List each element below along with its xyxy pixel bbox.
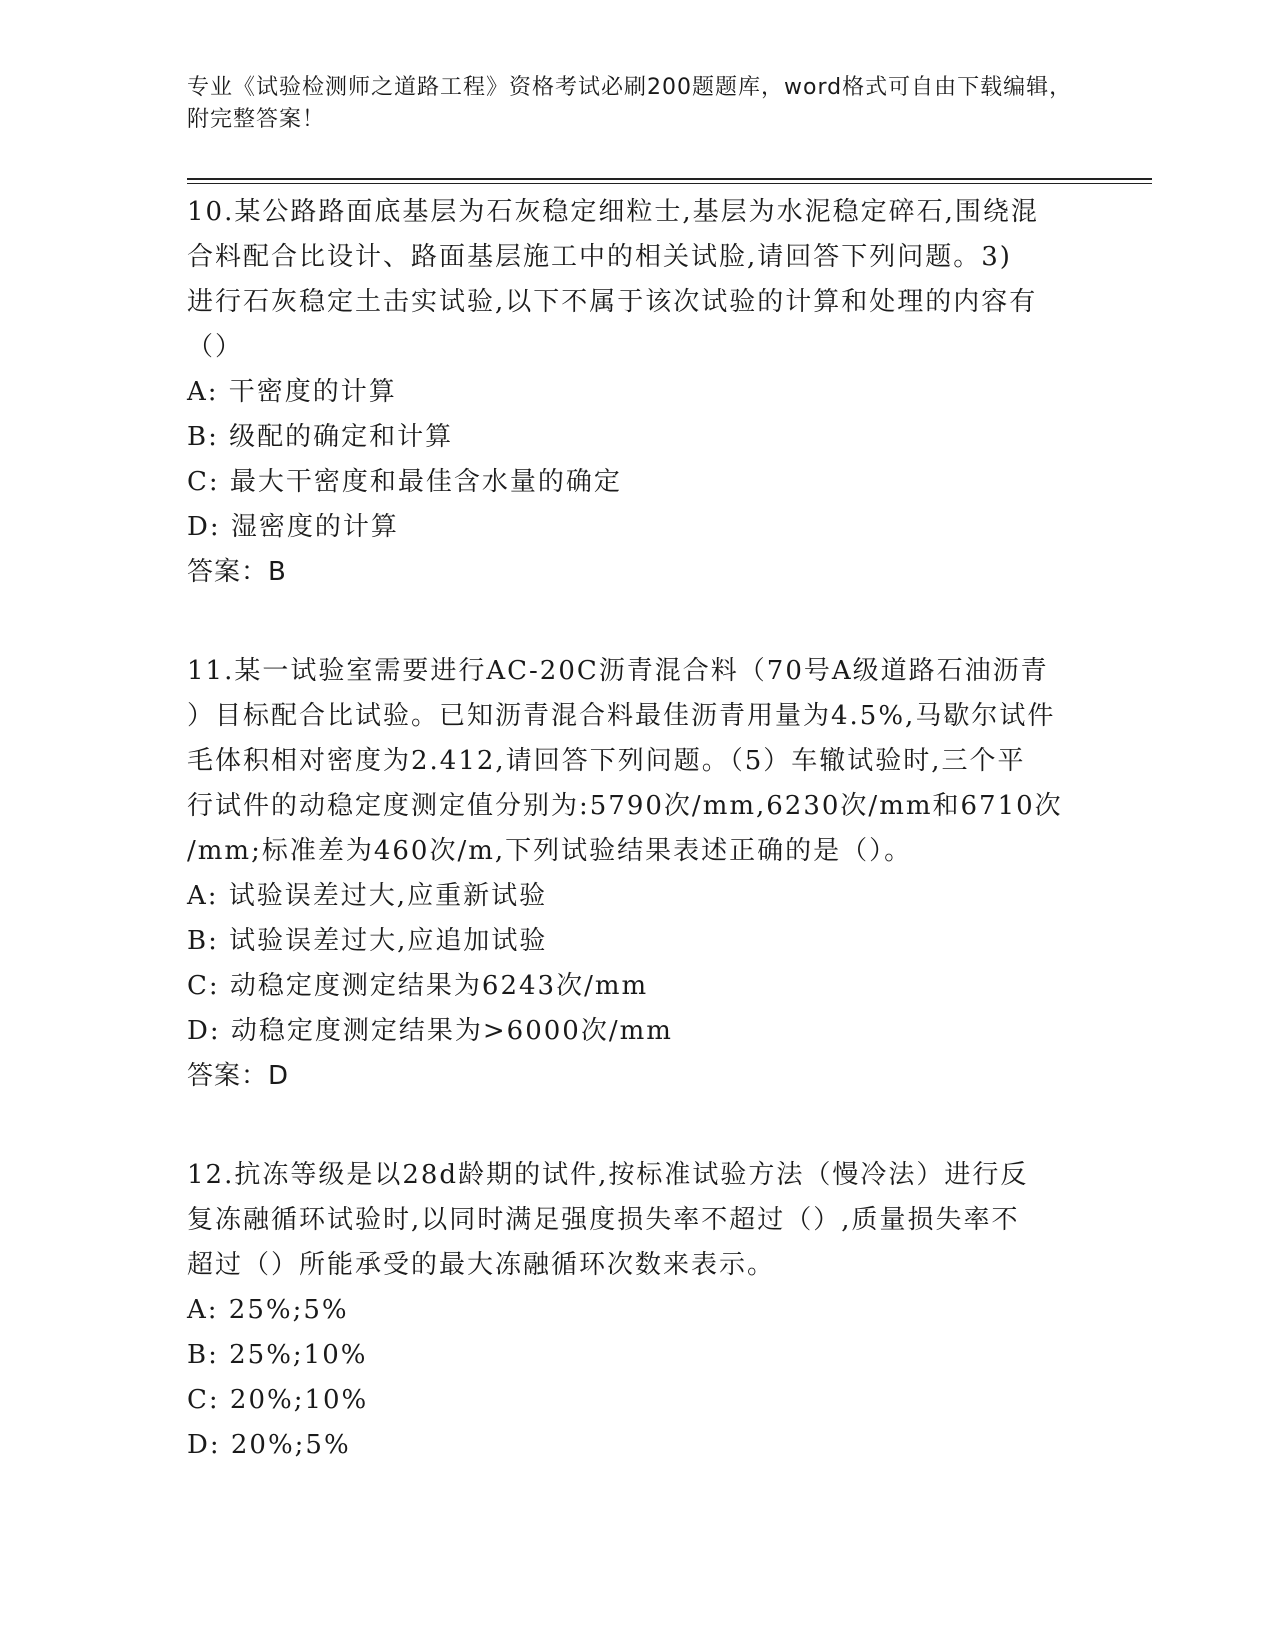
document-header: 专业《试验检测师之道路工程》资格考试必刷200题题库，word格式可自由下载编辑，附完整答案！: [187, 75, 1073, 132]
question-stem-line: 10.某公路路面底基层为石灰稳定细粒士,基层为水泥稳定碎石,围绕混: [187, 197, 1039, 227]
option-c: C: 20%;10%: [187, 1385, 369, 1415]
option-b: B: 级配的确定和计算: [187, 422, 454, 452]
option-c: C: 动稳定度测定结果为6243次/mm: [187, 971, 649, 1001]
answer-label: 答案：B: [187, 557, 287, 587]
header-rule-thin: [187, 183, 1152, 184]
question-spacer: [187, 1099, 1087, 1153]
option-c: C: 最大干密度和最佳含水量的确定: [187, 467, 622, 497]
question-12: [187, 1153, 1087, 1468]
option-d: D: 动稳定度测定结果为>6000次/mm: [187, 1016, 673, 1046]
option-b: B: 25%;10%: [187, 1340, 368, 1370]
question-stem-line: ）目标配合比试验。已知沥青混合料最佳沥青用量为4.5%,马歇尔试件: [187, 701, 1056, 731]
question-stem-line: /mm;标准差为460次/m,下列试验结果表述正确的是（）。: [187, 836, 913, 866]
question-stem-line: 12.抗冻等级是以28d龄期的试件,按标准试验方法（慢冷法）进行反: [187, 1160, 1029, 1190]
question-stem-line: （）: [187, 332, 244, 362]
question-stem-line: 进行石灰稳定土击实试验,以下不属于该次试验的计算和处理的内容有: [187, 287, 1038, 317]
question-stem-line: 复冻融循环试验时,以同时满足强度损失率不超过（）,质量损失率不: [187, 1205, 1020, 1235]
option-a: A: 干密度的计算: [187, 377, 397, 407]
option-a: A: 25%;5%: [187, 1295, 349, 1325]
question-stem-line: 毛体积相对密度为2.412,请回答下列问题。（5）车辙试验时,三个平: [187, 746, 1026, 776]
question-11: [187, 649, 1087, 1099]
question-list: [187, 190, 1087, 1468]
option-d: D: 20%;5%: [187, 1430, 351, 1460]
question-spacer: [187, 595, 1087, 649]
question-stem-line: 11.某一试验室需要进行AC-20C沥青混合料（70号A级道路石油沥青: [187, 656, 1049, 686]
answer-label: 答案：D: [187, 1061, 290, 1091]
question-stem-line: 行试件的动稳定度测定值分别为:5790次/mm,6230次/mm和6710次: [187, 791, 1063, 821]
option-d: D: 湿密度的计算: [187, 512, 399, 542]
question-10: [187, 190, 1087, 595]
header-rule-thick: [187, 178, 1152, 180]
option-b: B: 试验误差过大,应追加试验: [187, 926, 548, 956]
question-stem-line: 合料配合比设计、路面基层施工中的相关试脸,请回答下列问题。3): [187, 242, 1012, 272]
question-stem-line: 超过（）所能承受的最大冻融循环次数来表示。: [187, 1250, 776, 1280]
option-a: A: 试验误差过大,应重新试验: [187, 881, 548, 911]
